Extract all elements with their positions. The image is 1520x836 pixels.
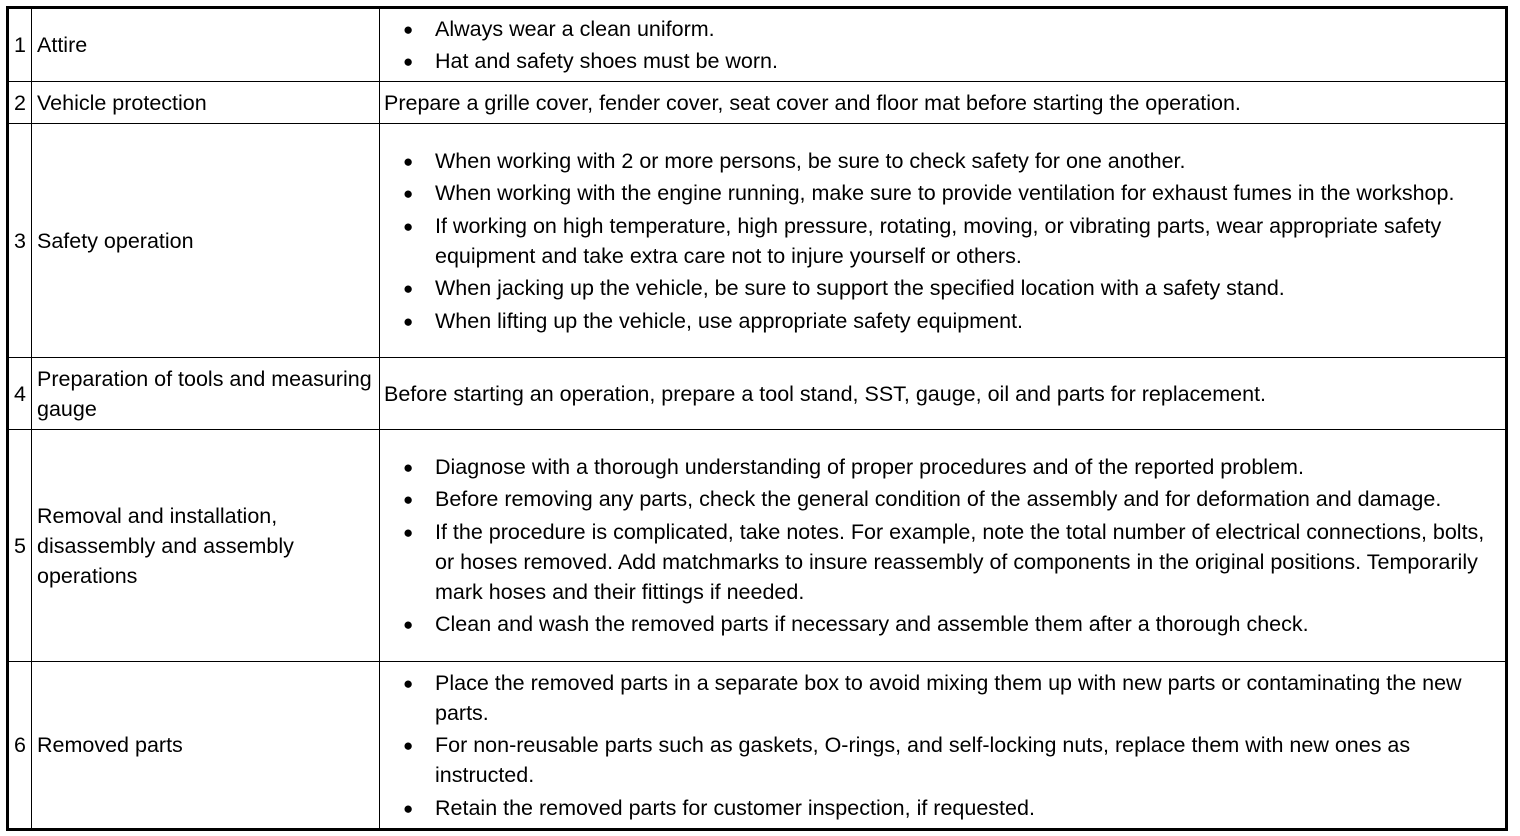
list-item: ● When jacking up the vehicle, be sure to support the specified location with a safety stand. (403, 276, 1285, 300)
table-row-preparation (8, 358, 1507, 430)
row-number: 5 (8, 430, 32, 662)
bullet-icon: ● (403, 457, 414, 477)
list-item: ● When lifting up the vehicle, use appropriate safety equipment. (403, 308, 1024, 333)
bullet-icon: ● (403, 184, 414, 203)
list-item: ● Always wear a clean uniform. (403, 16, 715, 41)
list-item: ● For non-reusable parts such as gaskets, O-rings, and self-locking nuts, replace them with new ones as instructed. (403, 733, 1411, 787)
row-item: Removed parts (32, 662, 380, 830)
list-item: ● Place the removed parts in a separate box to avoid mixing them up with new parts or contaminating the new parts. (403, 670, 1462, 725)
bullet-icon: ● (403, 490, 414, 510)
list-item: ● Clean and wash the removed parts if necessary and assemble them after a thorough check. (403, 612, 1309, 637)
bullet-icon: ● (403, 311, 414, 331)
bullet-icon: ● (403, 736, 414, 755)
table-row-attire (8, 8, 1507, 82)
row-item: Attire (32, 8, 380, 82)
row-number: 6 (8, 662, 32, 830)
row-description (380, 662, 1507, 830)
list-item: ● If the procedure is complicated, take notes. For example, note the total number of electrical connections, bolts, or hoses removed. Add matchmarks to insure reassembly of components in the original positions. Temporarily mark hoses and their fittings if needed. (403, 519, 1485, 604)
list-item: ● Diagnose with a thorough understanding of proper procedures and of the reported problem. (403, 454, 1304, 479)
table-row-vehicle-protection (8, 82, 1507, 124)
bullet-list (384, 14, 1499, 77)
row-description (380, 8, 1507, 82)
row-description: Prepare a grille cover, fender cover, seat cover and floor mat before starting the operation. (380, 82, 1507, 124)
list-item: ● If working on high temperature, high pressure, rotating, moving, or vibrating parts, wear appropriate safety equipment and take extra care not to injure yourself or others. (403, 213, 1442, 268)
row-number: 4 (8, 358, 32, 430)
bullet-icon: ● (403, 673, 414, 693)
row-item: Preparation of tools and measuring gauge (32, 358, 380, 430)
row-item: Removal and installation, disassembly and assembly operations (32, 430, 380, 662)
bullet-icon: ● (403, 52, 414, 72)
row-number: 2 (8, 82, 32, 124)
table-row-removed-parts (8, 662, 1507, 830)
bullet-icon: ● (403, 615, 414, 635)
list-item: ● Before removing any parts, check the general condition of the assembly and for deformation and damage. (403, 487, 1442, 512)
table-row-removal-installation (8, 430, 1507, 662)
row-description (380, 124, 1507, 358)
list-item: ● Retain the removed parts for customer inspection, if requested. (403, 795, 1035, 820)
row-description: Before starting an operation, prepare a tool stand, SST, gauge, oil and parts for replacement. (380, 358, 1507, 430)
bullet-icon: ● (403, 19, 414, 39)
work-rules-table (6, 6, 1508, 831)
table-row-safety-operation (8, 124, 1507, 358)
row-number: 1 (8, 8, 32, 82)
bullet-list (384, 668, 1499, 823)
list-item: ● When working with 2 or more persons, be sure to check safety for one another. (403, 148, 1186, 173)
bullet-icon: ● (403, 798, 414, 818)
bullet-list (384, 452, 1499, 640)
bullet-list (384, 146, 1499, 336)
bullet-icon: ● (403, 151, 414, 171)
row-number: 3 (8, 124, 32, 358)
bullet-icon: ● (403, 279, 414, 298)
list-item: ● Hat and safety shoes must be worn. (403, 49, 778, 74)
bullet-icon: ● (403, 522, 414, 542)
row-description (380, 430, 1507, 662)
bullet-icon: ● (403, 216, 414, 236)
row-item: Vehicle protection (32, 82, 380, 124)
row-item: Safety operation (32, 124, 380, 358)
list-item: ● When working with the engine running, make sure to provide ventilation for exhaust fumes in the workshop. (403, 181, 1455, 205)
